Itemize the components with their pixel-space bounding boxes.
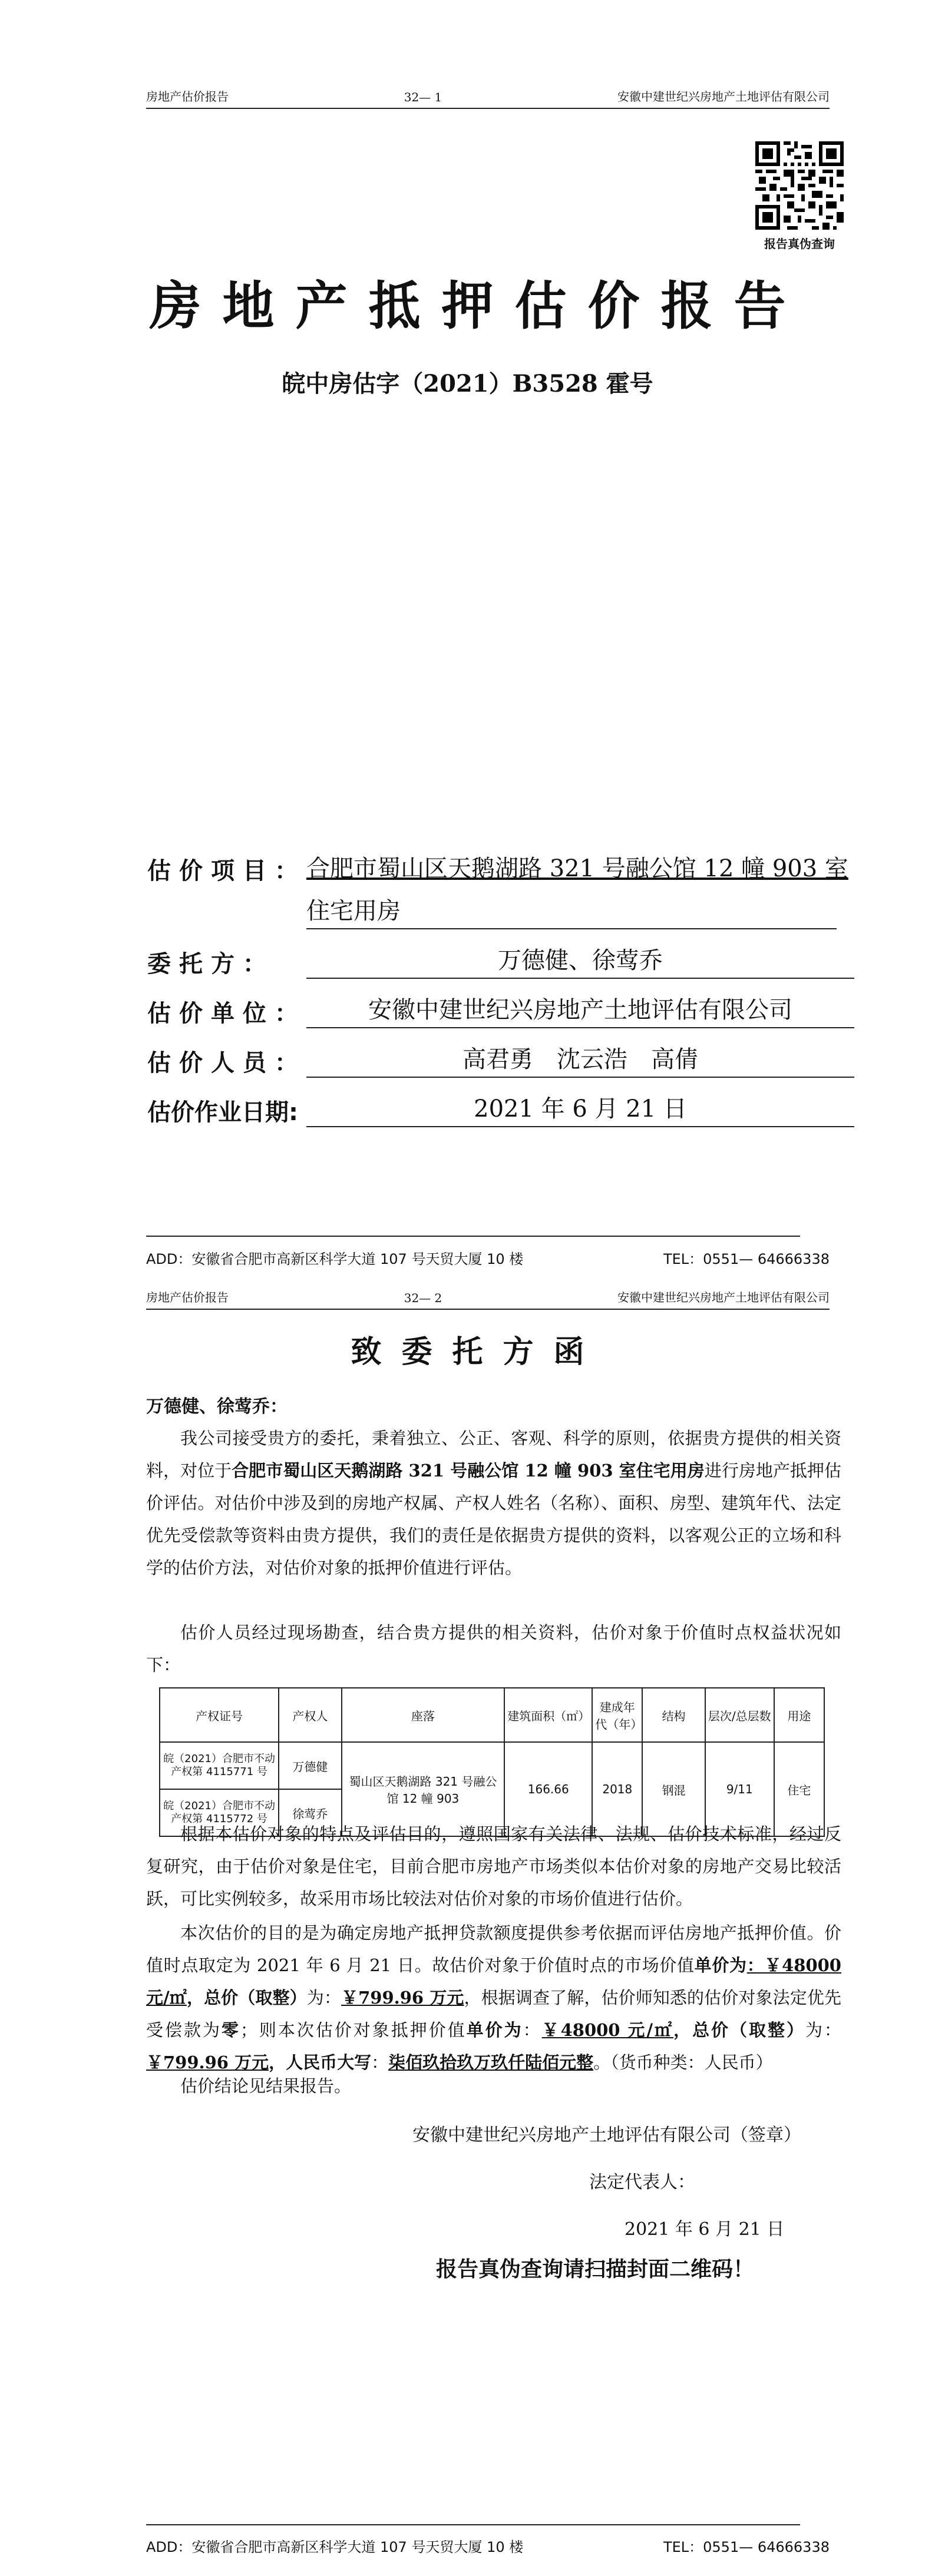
priority-claims: 零 [221, 2020, 240, 2040]
text-run: 估价人员经过现场勘查，结合贵方提供的相关资料，估价对象于价值时点权益状况如下： [146, 1623, 841, 1675]
table-cell: 2018 [592, 1742, 642, 1836]
text-run: ，总价（取整） [673, 2020, 805, 2040]
market-total-price: ￥799.96 万元 [341, 1988, 464, 2008]
table-cell: 9/11 [705, 1742, 774, 1836]
cover-fields [147, 836, 854, 1127]
running-header [146, 1288, 830, 1310]
text-run: ，人民币大写 [269, 2052, 372, 2072]
field-project [147, 836, 854, 886]
footer-address: ADD：安徽省合肥市高新区科学大道 107 号天贸大厦 10 楼 [146, 1251, 524, 1267]
footer-tel: TEL：0551— 64666338 [663, 1251, 830, 1267]
field-appraisers [147, 1028, 854, 1078]
footer-address: ADD：安徽省合肥市高新区科学大道 107 号天贸大厦 10 楼 [146, 2539, 524, 2555]
text-run: 。（货币种类：人民币） [593, 2052, 773, 2072]
text-run: ： [371, 2052, 389, 2072]
project-address: 合肥市蜀山区天鹅湖路 321 号融公馆 12 幢 903 室 [306, 855, 848, 882]
table-cell: 蜀山区天鹅湖路 321 号融公馆 12 幢 903 [342, 1742, 505, 1836]
field-label: 估价作业日期: [147, 1099, 298, 1126]
field-value: 万德健、徐莺乔 [306, 942, 854, 979]
qr-code-block [749, 141, 850, 251]
table-header: 用途 [774, 1688, 824, 1742]
amount-in-words: 柒佰玖拾玖万玖仟陆佰元整 [388, 2052, 594, 2072]
table-header: 建筑面积（㎡） [504, 1688, 592, 1742]
property-address: 合肥市蜀山区天鹅湖路 321 号融公馆 12 幢 903 室住宅用房 [232, 1461, 705, 1481]
cover-page [0, 0, 935, 1275]
paragraph-valuation [146, 1917, 841, 2079]
signature-representative: 法定代表人： [589, 2172, 695, 2193]
field-value: 2021 年 6 月 21 日 [306, 1090, 854, 1127]
table-row [160, 1742, 824, 1789]
text-run: 我公司接受贵方的委托，秉着独立、公正、客观、科学的原则，依据贵方提供的相关资料，对位于 [146, 1428, 841, 1481]
table-header: 产权证号 [160, 1688, 279, 1742]
salutation: 万德健、徐莺乔： [146, 1396, 288, 1417]
header-page-number: 32— 2 [404, 1291, 442, 1305]
letter-page [0, 1275, 935, 2576]
report-number: 皖中房估字（2021）B3528 霍号 [282, 370, 653, 398]
table-header-row [160, 1688, 824, 1742]
table-cell: 钢混 [642, 1742, 705, 1836]
field-value [306, 850, 854, 886]
header-company: 安徽中建世纪兴房地产土地评估有限公司 [617, 90, 830, 104]
field-client [147, 929, 854, 979]
footer-tel: TEL：0551— 64666338 [663, 2539, 830, 2555]
page-footer [146, 2535, 830, 2556]
field-value: 住宅用房 [306, 892, 837, 929]
text-run: 为： [306, 1988, 341, 2008]
table-header: 层次/总层数 [705, 1688, 774, 1742]
table-header: 建成年代（年） [592, 1688, 642, 1742]
text-run: ；则本次估价对象抵押价值 [240, 2020, 467, 2040]
footer-divider [146, 2524, 800, 2525]
mortgage-total-price: ￥799.96 万元 [146, 2052, 269, 2072]
text-run: 估价结论见结果报告。 [180, 2076, 352, 2096]
header-company: 安徽中建世纪兴房地产土地评估有限公司 [617, 1290, 830, 1304]
text-run: ，根据调查了解，估价师知悉的估价对象法定优先受偿款为 [146, 1988, 841, 2040]
field-label: 估价项目： [147, 857, 306, 885]
header-page-number: 32— 1 [404, 90, 442, 104]
text-run: 进行房地产抵押估价评估。对估价中涉及到的房地产权属、产权人姓名（名称）、面积、房型、建筑年代、法定优先受偿款等资料由贵方提供，我们的责任是依据贵方提供的资料，以客观公正的立场和科学的估价方法，对估价对象的抵押价值进行评估。 [146, 1461, 841, 1578]
signature-company: 安徽中建世纪兴房地产土地评估有限公司（签章） [412, 2125, 801, 2145]
paragraph-method [146, 1818, 841, 1915]
table-cell: 徐莺乔 [279, 1789, 341, 1836]
property-table [159, 1687, 825, 1837]
paragraph-intro [146, 1422, 841, 1584]
text-run: 单价为 [694, 1955, 747, 1975]
field-label: 委托方： [147, 951, 275, 978]
letter-title: 致委托方函 [351, 1334, 604, 1370]
text-run: ，总价（取整） [186, 1988, 307, 2008]
text-run: 本次估价的目的是为确定房地产抵押贷款额度提供参考依据而评估房地产抵押价值。价值时点取定为 2021 年 6 月 21 日。故估价对象于价值时点的市场价值 [146, 1923, 841, 1975]
field-value: 安徽中建世纪兴房地产土地评估有限公司 [306, 991, 854, 1028]
report-title: 房地产抵押估价报告 [149, 275, 807, 336]
qr-caption: 报告真伪查询 [764, 237, 835, 251]
table-cell: 166.66 [504, 1742, 592, 1836]
field-project-continued [147, 886, 854, 929]
authenticity-note: 报告真伪查询请扫描封面二维码！ [436, 2257, 755, 2282]
table-header: 座落 [342, 1688, 505, 1742]
field-label: 估价单位： [147, 1000, 306, 1027]
table-cell: 住宅 [774, 1742, 824, 1836]
paragraph-conclusion [146, 2070, 841, 2102]
table-cell: 皖（2021）合肥市不动产权第 4115772 号 [160, 1789, 279, 1836]
text-run: 根据本估价对象的特点及评估目的，遵照国家有关法律、法规、估价技术标准，经过反复研究，由于估价对象是住宅，目前合肥市房地产市场类似本估价对象的房地产交易比较活跃，可比实例较多，故采用市场比较法对估价对象的市场价值进行估价。 [146, 1824, 841, 1909]
table-cell: 皖（2021）合肥市不动产权第 4115771 号 [160, 1742, 279, 1789]
field-appraiser-org [147, 979, 854, 1028]
table-cell: 万德健 [279, 1742, 341, 1789]
text-run: ： [746, 1955, 765, 1975]
market-unit-price: ￥48000 元/㎡ [146, 1955, 841, 2008]
header-left: 房地产估价报告 [146, 90, 229, 104]
header-left: 房地产估价报告 [146, 1290, 229, 1304]
table-header: 结构 [642, 1688, 705, 1742]
paragraph-survey [146, 1617, 841, 1681]
signature-date: 2021 年 6 月 21 日 [625, 2219, 785, 2240]
text-run: 单价为 [466, 2020, 523, 2040]
qr-code-icon [755, 141, 844, 230]
running-header [146, 87, 830, 109]
table-header: 产权人 [279, 1688, 341, 1742]
field-label: 估价人员： [147, 1049, 306, 1077]
field-value: 高君勇 沈云浩 高倩 [306, 1041, 854, 1078]
page-footer [146, 1247, 830, 1268]
footer-divider [146, 1236, 800, 1237]
mortgage-unit-price: ￥48000 元/㎡ [541, 2020, 674, 2040]
field-date [147, 1078, 854, 1127]
text-run: ： [523, 2020, 542, 2040]
text-run: 为： [805, 2020, 841, 2040]
